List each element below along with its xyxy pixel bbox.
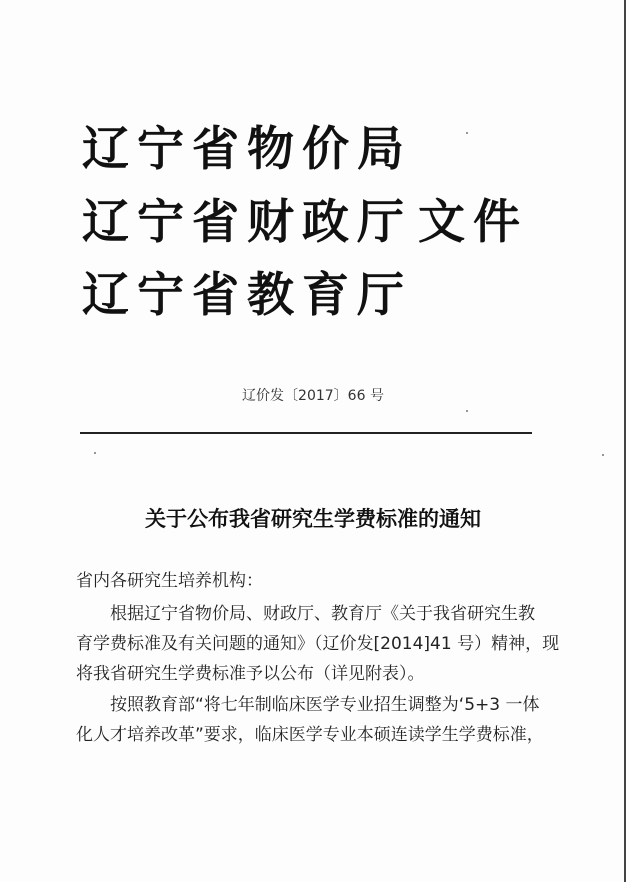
salutation: 省内各研究生培养机构：	[76, 571, 263, 591]
header-divider	[80, 432, 532, 434]
document-type-label: 文件	[418, 195, 528, 250]
scan-speck	[466, 410, 468, 412]
document-number: 辽价发〔2017〕66 号	[242, 388, 384, 404]
issuer-education-department: 辽宁省教育厅	[82, 268, 412, 323]
paragraph-1-line-3: 将我省研究生学费标准予以公布（详见附表）。	[76, 664, 425, 684]
scan-speck	[602, 454, 604, 456]
issuer-finance-department: 辽宁省财政厅	[82, 195, 412, 250]
paragraph-1-line-2: 育学费标准及有关问题的通知》（辽价发[2014]41 号）精神，现	[76, 634, 560, 654]
issuer-price-bureau: 辽宁省物价局	[82, 122, 412, 177]
paragraph-2-line-1: 按照教育部“将七年制临床医学专业招生调整为‘5+3 一体	[110, 695, 540, 715]
paragraph-1-line-1: 根据辽宁省物价局、财政厅、教育厅《关于我省研究生教	[110, 604, 535, 624]
scan-speck	[94, 452, 96, 454]
paragraph-2-line-2: 化人才培养改革”要求，临床医学专业本硕连读学生学费标准，	[76, 725, 544, 745]
scan-speck	[466, 132, 468, 134]
notice-title: 关于公布我省研究生学费标准的通知	[145, 506, 481, 531]
